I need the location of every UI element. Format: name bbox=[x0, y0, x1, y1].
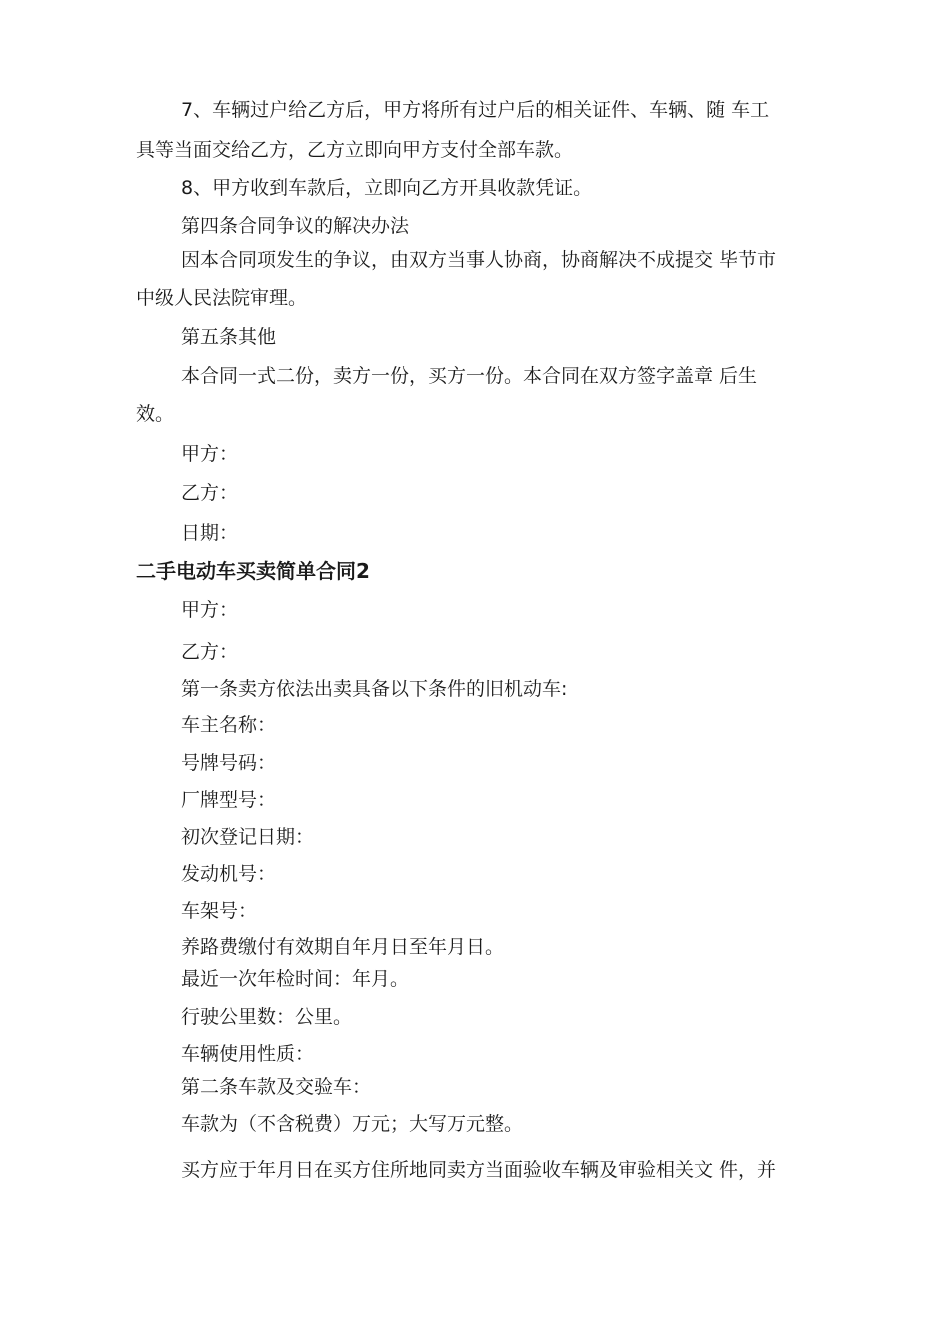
date-label: 日期： bbox=[181, 522, 239, 544]
price-line: 车款为（不含税费）万元；大写万元整。 bbox=[181, 1113, 524, 1135]
party-a-label: 甲方： bbox=[181, 443, 239, 465]
last-inspection-line: 最近一次年检时间：年月。 bbox=[181, 968, 410, 990]
inspection-line: 买方应于年月日在买方住所地同卖方当面验收车辆及审验相关文 件，并 bbox=[181, 1159, 777, 1181]
article-4-line-1: 因本合同项发生的争议，由双方当事人协商，协商解决不成提交 毕节市 bbox=[181, 249, 777, 271]
usage-nature-field: 车辆使用性质： bbox=[181, 1043, 315, 1065]
clause-7-line-1: 7、车辆过户给乙方后，甲方将所有过户后的相关证件、车辆、随 车工 bbox=[181, 99, 770, 121]
article-5-line-2: 效。 bbox=[136, 403, 175, 425]
plate-number-field: 号牌号码： bbox=[181, 752, 277, 774]
mileage-line: 行驶公里数：公里。 bbox=[181, 1006, 353, 1028]
article-4-title: 第四条合同争议的解决办法 bbox=[181, 215, 410, 237]
article-4-line-2: 中级人民法院审理。 bbox=[136, 287, 308, 309]
brand-model-field: 厂牌型号： bbox=[181, 789, 277, 811]
clause-7-line-2: 具等当面交给乙方，乙方立即向甲方支付全部车款。 bbox=[136, 139, 574, 161]
contract-2-title: 二手电动车买卖简单合同2 bbox=[136, 559, 370, 583]
article-5-title: 第五条其他 bbox=[181, 326, 277, 348]
first-registration-field: 初次登记日期： bbox=[181, 826, 315, 848]
contract-2-article-2: 第二条车款及交验车： bbox=[181, 1076, 372, 1098]
engine-number-field: 发动机号： bbox=[181, 863, 277, 885]
contract-2-article-1: 第一条卖方依法出卖具备以下条件的旧机动车: bbox=[181, 678, 568, 700]
contract-2-party-b: 乙方： bbox=[181, 641, 239, 663]
frame-number-field: 车架号： bbox=[181, 900, 258, 922]
clause-8: 8、甲方收到车款后，立即向乙方开具收款凭证。 bbox=[181, 177, 593, 199]
party-b-label: 乙方： bbox=[181, 482, 239, 504]
article-5-line-1: 本合同一式二份，卖方一份，买方一份。本合同在双方签字盖章 后生 bbox=[181, 365, 758, 387]
contract-2-party-a: 甲方： bbox=[181, 599, 239, 621]
road-fee-line: 养路费缴付有效期自年月日至年月日。 bbox=[181, 936, 505, 958]
owner-name-field: 车主名称： bbox=[181, 714, 277, 736]
